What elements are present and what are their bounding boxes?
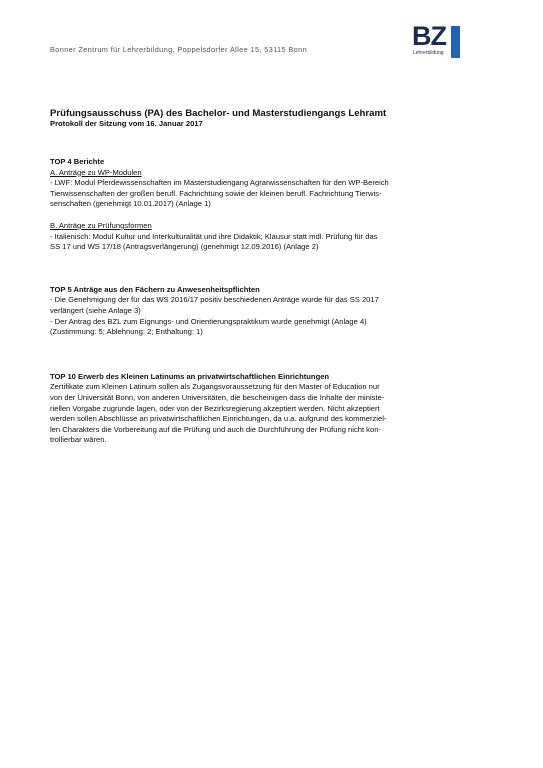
top4-b-heading: B. Anträge zu Prüfungsformen [50, 220, 152, 230]
top4-a-line: senschaften (genehmigt 10.01.2017) (Anlage 1) [50, 199, 211, 209]
logo-subtext: Lehrerbildung [413, 50, 444, 56]
top4-b-line: - Italienisch: Modul Kultur und Interkulturalität und ihre Didaktik; Klausur statt mdl. Prüfung für das [50, 231, 378, 241]
bzl-logo [412, 21, 472, 58]
top5-line: - Die Genehmigung der für das WS 2016/17 positiv beschiedenen Anträge wurde für das SS 2017 [50, 295, 379, 305]
header-address: Bonner Zentrum für Lehrerbildung, Poppelsdorfer Allee 15, 53115 Bonn [50, 45, 308, 54]
section-top10 [50, 372, 430, 446]
top4-a-line: - LWF: Modul Pferdewissenschaften im Masterstudiengang Agrarwissenschaften für den WP-Bereich [50, 178, 389, 188]
document-title: Prüfungsausschuss (PA) des Bachelor- und Masterstudiengangs Lehramt [50, 108, 387, 119]
top4-heading: TOP 4 Berichte [50, 157, 105, 166]
top10-line: len Charakters die Vorbereitung auf die Prüfung und auch die Durchführung der Prüfung nicht kon- [50, 424, 381, 434]
top10-heading: TOP 10 Erwerb des Kleinen Latinums an privatwirtschaftlichen Einrichtungen [50, 371, 330, 381]
top10-line: werden sollen Abschlüsse an privatwirtschaftlichen Einrichtungen, da u.a. aufgrund des kommerziel- [50, 414, 387, 424]
top10-line: von der Universität Bonn, von anderen Universitäten, die bescheinigen dass die Inhalte der ministe- [50, 392, 385, 402]
top5-line: - Der Antrag des BZL zum Eignungs- und Orientierungspraktikum wurde genehmigt (Anlage 4) [50, 316, 367, 326]
top4-a-heading: A. Anträge zu WP-Modulen [50, 167, 142, 177]
logo-bar-l [451, 26, 460, 58]
top10-line: riellen Vorgabe zugrunde lagen, oder von der Bezirksregierung akzeptiert werden. Nicht akzeptiert [50, 403, 380, 413]
top5-line: (Zustimmung: 5; Ablehnung: 2; Enthaltung: 1) [50, 327, 203, 337]
top10-line: Zertifikate zum Kleinen Latinum sollen als Zugangsvoraussetzung für den Master of Education nur [50, 382, 380, 392]
top4-b-line: SS 17 und WS 17/18 (Antragsverlängerung) (genehmigt 12.09.2016) (Anlage 2) [50, 242, 319, 252]
top10-line: trollierbar wären. [50, 435, 107, 445]
section-top5 [50, 285, 430, 338]
top4-a-line: Tierwissenschaften der großen berufl. Fachrichtung sowie der kleinen berufl. Fachrichtung Tierwis- [50, 188, 382, 198]
top5-line: verlängert (siehe Anlage 3) [50, 305, 141, 315]
top5-heading: TOP 5 Anträge aus den Fächern zu Anwesenheitspflichten [50, 284, 260, 294]
document-subtitle: Protokoll der Sitzung vom 16. Januar 2017 [50, 119, 203, 128]
document-body [50, 108, 430, 446]
logo-text: BZ [412, 21, 446, 51]
section-top4 [50, 157, 430, 253]
